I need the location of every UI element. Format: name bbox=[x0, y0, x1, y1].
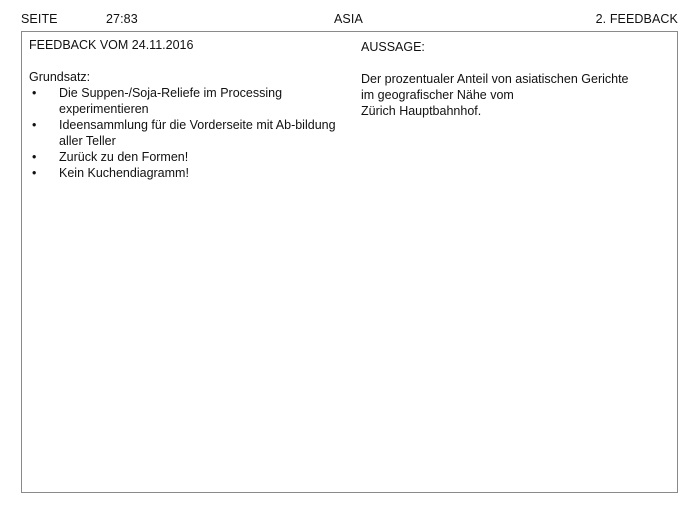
chapter-title: 2. FEEDBACK bbox=[595, 12, 678, 26]
spacer bbox=[29, 53, 339, 69]
bullet-icon: • bbox=[32, 118, 37, 132]
bullet-icon: • bbox=[32, 150, 37, 164]
bullet-item bbox=[29, 165, 339, 181]
aussage-line: im geografischer Nähe vom bbox=[361, 88, 514, 102]
bullet-text: Kein Kuchendiagramm! bbox=[59, 166, 189, 180]
aussage-line: Zürich Hauptbahnhof. bbox=[361, 104, 482, 118]
bullet-item bbox=[29, 149, 339, 165]
feedback-column bbox=[29, 37, 339, 181]
feedback-bullet-list bbox=[29, 85, 339, 181]
spacer bbox=[361, 55, 673, 71]
aussage-line: Der prozentualer Anteil von asiatischen Gerichte bbox=[361, 72, 629, 86]
bullet-text: Die Suppen-/Soja-Reliefe im Processing experimentieren bbox=[59, 86, 283, 116]
seite-label: SEITE bbox=[21, 12, 58, 26]
bullet-icon: • bbox=[32, 86, 37, 100]
aussage-title: AUSSAGE: bbox=[361, 40, 425, 54]
content-frame bbox=[21, 31, 678, 493]
page-number: 27:83 bbox=[106, 12, 138, 26]
section-title: ASIA bbox=[334, 12, 363, 26]
feedback-title: FEEDBACK VOM 24.11.2016 bbox=[29, 38, 194, 52]
bullet-text: Ideensammlung für die Vorderseite mit Ab-bildung aller Teller bbox=[59, 118, 336, 148]
aussage-column bbox=[361, 39, 673, 119]
bullet-icon: • bbox=[32, 166, 37, 180]
bullet-item bbox=[29, 85, 339, 117]
bullet-item bbox=[29, 117, 339, 149]
feedback-subheading: Grundsatz: bbox=[29, 70, 91, 84]
bullet-text: Zurück zu den Formen! bbox=[59, 150, 189, 164]
